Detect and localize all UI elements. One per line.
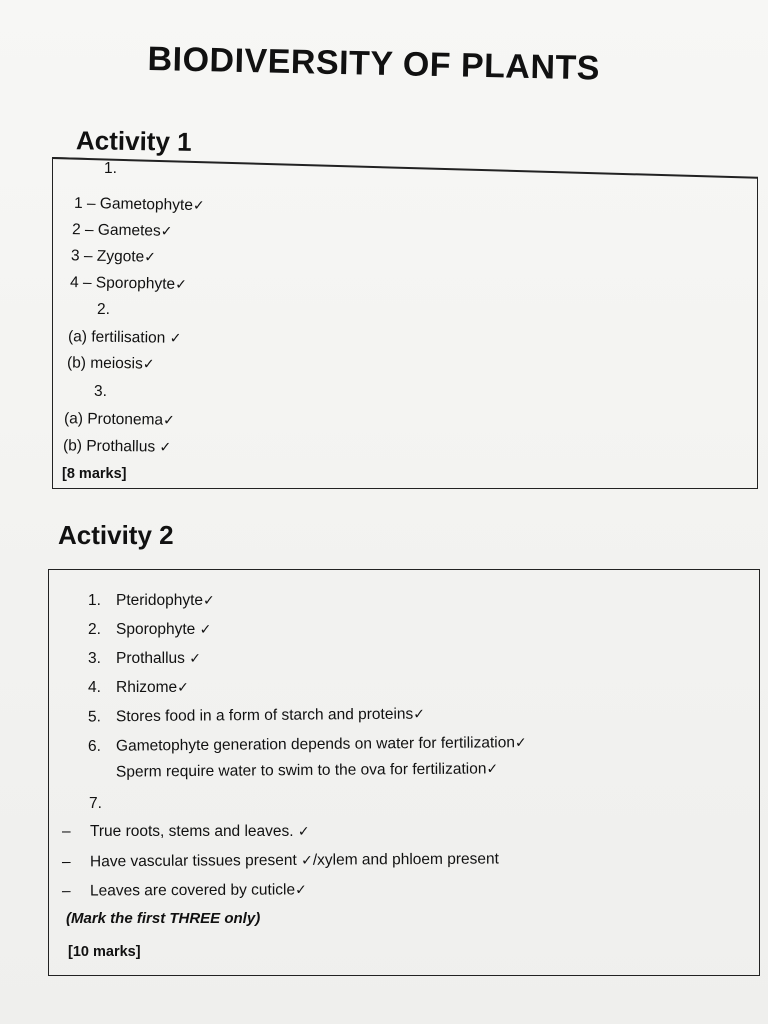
activity-2-heading: Activity 2 — [58, 520, 174, 550]
a1-q1-item-3: 3 – Zygote✓ — [70, 247, 157, 266]
activity-1-heading: Activity 1 — [75, 125, 192, 157]
a1-q2-item-b: (b) meiosis✓ — [66, 354, 155, 373]
check-icon: ✓ — [199, 622, 212, 638]
a1-marks: [8 marks] — [62, 466, 127, 482]
a1-q3-item-b: (b) Prothallus ✓ — [62, 437, 172, 456]
page-title: BIODIVERSITY OF PLANTS — [147, 40, 601, 88]
a1-q1-label: 1. — [104, 160, 117, 177]
check-icon: ✓ — [203, 593, 215, 609]
check-icon: ✓ — [486, 761, 499, 778]
check-icon: ✓ — [413, 706, 426, 723]
check-icon: ✓ — [174, 276, 188, 294]
check-icon: ✓ — [514, 735, 527, 752]
a2-bullet-3: – Leaves are covered by cuticle✓ — [61, 881, 307, 900]
a2-bullet-2: – Have vascular tissues present ✓/xylem and phloem present — [61, 850, 499, 871]
a2-marking-note: (Mark the first THREE only) — [66, 910, 261, 927]
a1-q2-item-a: (a) fertilisation ✓ — [67, 328, 182, 347]
a1-q2-label: 2. — [97, 301, 110, 318]
a2-marks: [10 marks] — [68, 944, 141, 960]
check-icon: ✓ — [159, 439, 172, 456]
a1-q1-item-1: 1 – Gametophyte✓ — [73, 194, 205, 215]
a2-item-6-continuation: Sperm require water to swim to the ova for fertilization✓ — [115, 760, 499, 781]
a2-item-5: 5. Stores food in a form of starch and proteins✓ — [87, 705, 426, 726]
a2-item-1: 1. Pteridophyte✓ — [88, 592, 215, 609]
a1-q3-item-a: (a) Protonema✓ — [63, 410, 175, 429]
a2-item-3: 3. Prothallus ✓ — [88, 650, 201, 667]
check-icon: ✓ — [297, 824, 310, 840]
check-icon: ✓ — [295, 882, 307, 899]
check-icon: ✓ — [189, 651, 201, 667]
a1-q1-item-4: 4 – Sporophyte✓ — [69, 273, 188, 294]
a1-q1-item-2: 2 – Gametes✓ — [71, 221, 173, 240]
check-icon: ✓ — [162, 412, 175, 429]
a2-item-4: 4. Rhizome✓ — [88, 679, 189, 696]
check-icon: ✓ — [177, 680, 189, 696]
a2-item-6: 6. Gametophyte generation depends on water for fertilization✓ — [87, 734, 527, 755]
check-icon: ✓ — [142, 356, 155, 373]
check-icon: ✓ — [301, 852, 313, 869]
a2-bullet-1: – True roots, stems and leaves. ✓ — [62, 823, 310, 840]
a2-item-7-label: 7. — [89, 795, 102, 812]
a2-item-2: 2. Sporophyte ✓ — [88, 621, 212, 638]
check-icon: ✓ — [169, 330, 182, 347]
check-icon: ✓ — [192, 197, 205, 215]
check-icon: ✓ — [160, 223, 173, 240]
check-icon: ✓ — [144, 249, 157, 266]
a1-q3-label: 3. — [94, 383, 107, 400]
